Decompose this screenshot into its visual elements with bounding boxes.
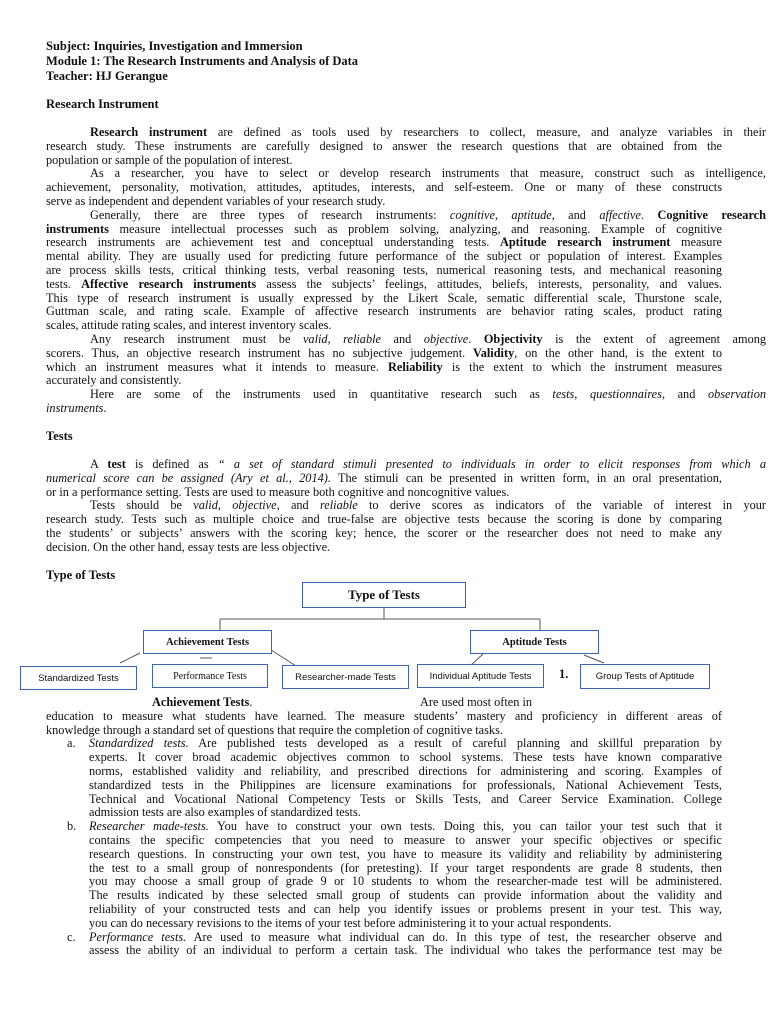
- paragraph-line: research instruments are achievement test and conceptual understanding tests. Aptitude research instrument measure: [46, 235, 722, 250]
- paragraph-line: This type of research instrument is usually expressed by the Likert Scale, sematic differential scale, Thurstone scale,: [46, 290, 722, 305]
- paragraph-line: which an instrument measures what it intends to measure. Reliability is the extent to which the instrument measures: [46, 359, 722, 374]
- paragraph-line: Research instrument are defined as tools used by researchers to collect, measure, and analyze variables in their: [90, 125, 767, 139]
- paragraph-line: research study. These instruments are carefully designed to answer the research questions that are obtained from the: [46, 138, 722, 153]
- paragraph-line: scorers. Thus, an objective research instrument has no subjective judgement. Validity, on the other hand, is the extent to: [46, 345, 722, 360]
- paragraph-line: or in a performance setting. Tests are used to measure both cognitive and noncognitive values.: [46, 484, 510, 499]
- paragraph-line: norms, established validity and reliability, and prescribed directions for administering and scoring. Examples of: [89, 764, 722, 778]
- diagram-box-performance-tests: Performance Tests: [152, 664, 268, 688]
- paragraph-line: serve as independent and dependent variables of your research study.: [46, 194, 386, 208]
- paragraph-line: The results indicated by these selected small group of students can provide information about the validity and: [89, 888, 722, 903]
- diagram-box-researcher-made-tests: Researcher-made Tests: [282, 665, 409, 689]
- paragraph-line: Guttman scale, and rating scale. Example of affective research instruments are behavior rating scales, product rating: [46, 304, 722, 319]
- paragraph-line: standardized tests in the Philippines are licensure examinations for professionals, National Achievement Tests,: [89, 777, 722, 792]
- paragraph-line: Generally, there are three types of research instruments: cognitive, aptitude, and affective. Cognitive research: [90, 207, 766, 222]
- paragraph-line: research questions. In constructing your own test, you have to measure its validity and reliability by administering: [89, 846, 722, 861]
- heading-type-of-tests: Type of Tests: [46, 568, 116, 582]
- teacher-line: Teacher: HJ Gerangue: [46, 69, 168, 83]
- paragraph-line: decision. On the other hand, essay tests are less objective.: [46, 539, 331, 554]
- diagram-box-type-of-tests: Type of Tests: [302, 582, 466, 608]
- paragraph-line: education to measure what students have learned. The measure students’ mastery and proficiency in different areas of: [46, 708, 722, 723]
- paragraph-line: admission tests are also examples of standardized tests.: [89, 805, 361, 820]
- paragraph-line: Achievement Tests.: [152, 695, 253, 709]
- paragraph-line: Any research instrument must be valid, reliable and objective. Objectivity is the extent of agreement among: [90, 332, 767, 346]
- paragraph-line: the students’ or subjects’ answers with the scoring key; hence, the scorer or the researcher does not need to make any: [46, 526, 722, 540]
- diagram-box-aptitude-tests: Aptitude Tests: [470, 630, 599, 654]
- list-marker-a: a.: [67, 736, 76, 751]
- heading-tests: Tests: [46, 429, 73, 443]
- paragraph-line: the test to a small group of nonrespondents (for pretesting). If your target respondents are grade 8 students, then: [89, 860, 722, 875]
- paragraph-line: Are used most often in: [420, 695, 533, 709]
- paragraph-line: Researcher made-tests. You have to construct your own tests. Doing this, you can tailor your test such that it: [89, 819, 723, 834]
- list-marker-c: c.: [67, 929, 76, 944]
- paragraph-line: reliability of your constructed tests and can help you identify issues or problems present in your test. This way,: [89, 902, 722, 916]
- paragraph-line: instruments.: [46, 401, 107, 415]
- paragraph-line: As a researcher, you have to select or develop research instruments that measure, construct such as intelligence,: [90, 166, 766, 181]
- paragraph-line: are process skills tests, critical thinking tests, verbal reasoning tests, numerical reasoning tests, and mechanical reasoning: [46, 263, 722, 277]
- connector-line: [120, 653, 140, 663]
- heading-research-instrument: Research Instrument: [46, 97, 159, 111]
- paragraph-line: you may choose a small group of grade 9 or 10 students to whom the researcher-made test will be administered.: [89, 874, 722, 889]
- paragraph-line: A test is defined as “ a set of standard stimuli presented to individuals in order to elicit responses from which a: [90, 457, 766, 471]
- paragraph-line: experts. It cover broad academic objectives common to school systems. These tests have known comparative: [89, 750, 722, 765]
- paragraph-line: achievement, personality, motivation, attitudes, aptitudes, interests, and self-esteem. One or many of these constructs: [46, 180, 722, 195]
- paragraph-line: numerical score can be assigned (Ary et al., 2014). The stimuli can be presented in written form, in an oral presentation,: [46, 470, 723, 485]
- paragraph-line: Performance tests. Are used to measure what individual can do. In this type of test, the researcher observe and: [89, 929, 722, 944]
- item-number: 1.: [559, 667, 569, 681]
- paragraph-line: research study. Tests such as multiple choice and true-false are objective tests because the scoring is done by comparing: [46, 512, 722, 527]
- connector-line: [268, 648, 296, 666]
- paragraph-line: tests. Affective research instruments assess the subjects’ feelings, attitudes, beliefs, interests, personality, and values.: [46, 276, 722, 291]
- paragraph-line: scales, attitude rating scales, and interest inventory scales.: [46, 318, 332, 333]
- paragraph-line: mental ability. They are usually used for predicting future performance of the subject or population of interest. Examples: [46, 249, 722, 264]
- paragraph-line: accurately and consistently.: [46, 373, 182, 388]
- diagram-box-standardized-tests: Standardized Tests: [20, 666, 137, 690]
- subject-line: Subject: Inquiries, Investigation and Immersion: [46, 39, 303, 53]
- paragraph-line: Technical and Vocational National Competency Tests or Skills Tests, and Career Service Examination. College: [89, 791, 722, 806]
- paragraph-line: instruments measure intellectual processes such as problem solving, analyzing, and reasoning. Example of cognitive: [46, 221, 722, 236]
- list-marker-b: b.: [67, 819, 77, 834]
- diagram-box-group-tests-of-aptitude: Group Tests of Aptitude: [580, 664, 710, 689]
- paragraph-line: Tests should be valid, objective, and reliable to derive scores as indicators of the variable of interest in your: [90, 498, 766, 513]
- paragraph-line: contains the specific competencies that you need to measure to answer your specific objectives or specific: [89, 833, 722, 847]
- paragraph-line: Standardized tests. Are published tests developed as a result of careful planning and skillful preparation by: [89, 736, 722, 751]
- paragraph-line: Here are some of the instruments used in quantitative research such as tests, questionnaires, and observation: [90, 387, 766, 402]
- diagram-box-individual-aptitude-tests: Individual Aptitude Tests: [417, 664, 544, 688]
- paragraph-line: assess the ability of an individual to perform a certain task. The individual who takes the performance test may be: [89, 943, 722, 958]
- paragraph-line: you can do necessary revisions to the items of your test before administering it to your actual respondents.: [89, 915, 612, 930]
- paragraph-line: knowledge through a standard set of questions that require the completion of cognitive tasks.: [46, 722, 503, 737]
- diagram-box-achievement-tests: Achievement Tests: [143, 630, 272, 654]
- paragraph-line: population or sample of the population of interest.: [46, 152, 293, 167]
- module-line: Module 1: The Research Instruments and Analysis of Data: [46, 54, 359, 68]
- connector-line: [584, 655, 604, 663]
